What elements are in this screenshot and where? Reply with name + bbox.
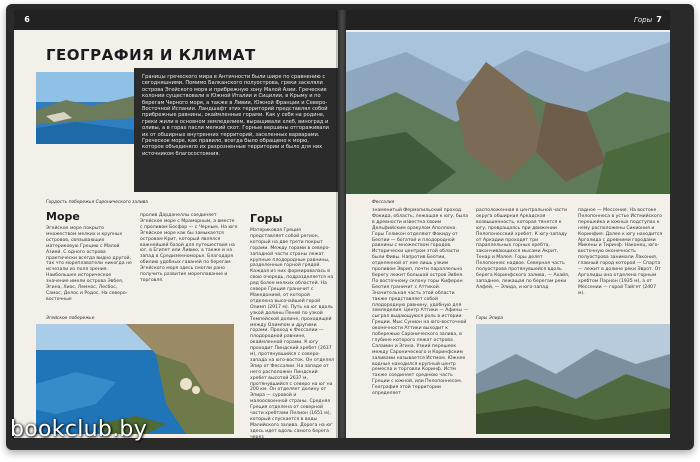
mountains-column: Материковая Греция представляет собой регион, который на две трети покрыт горами. Между горами в северо-западной части страны лежат крупные плодородные равнины, разделенные горной грядой. Каждая из них формировалась в свою очередь, подразделяется на ряд более мелких областей. На севере Греция граничит с Македонией, от которой отделена высочайшей горой Олимп (2917 м). Путь на юг вдоль узкой долины Пеней по узкой Темпейской долине, проходящей между Олимпом и другими горами. Проход к Фессалии — плодородной равнине, окаймленной горами. К югу проходит Пиндский хребет (2637 м), протянувшийся с северо-запада на юго-восток. Он отделял Эпир от Фессалии. На западе от него расположен Пиндский хребет высотой 2637 м, протянувшийся с северо на юг на 200 км. Он отделяет долину от Эпира — суровой и малоосвоенной страны. Средняя Греция отделена от северной части хребтами Пелион (1651 м), который спускается в воды Малийского залива. Дорога на юг здесь идет вдоль самого берега через [250, 228, 334, 440]
photo-coast-top [36, 72, 134, 144]
right-page-number: 7 [656, 15, 662, 24]
thessaly-column-2: расположенная в центральной части округа обширная Аркадская возвышенность, которая тянется к югу, превращаясь при движении Пелопонесский хребет. К югу-западу от Аркадии проходят три параллельных горных хребта, заканчивающихся мысами Акрит, Тенар и Малея. Горы делят Пелопоннес надвое. Северная часть полуострова протянувшейся вдоль берега Коринфского залива, — Ахайя, западнее, лежащая по берегам реки Алфей, — Элида, и юго-запад [476, 208, 570, 290]
caption-thessaly: Фессалия [372, 200, 395, 205]
thessaly-column-1: знаменитый Фермопильский проход. Фокида, область, лежащая к югу, была в древности известна своим Дельфийским оракулом Аполлона. Горы Геликон отделяют Фокиду от Беотии — богатой и плодородной равнины с множеством городов. Исторически центром этой области были Фивы. Напротив Беотии, отделенной от нее лишь узким проливом Эврип, почти параллельно берегу лежит большой остров Эвбея. По восточному склону горы Киферон Беотия граничит с Аттикой. Значительная часть этой области также представляет собой плодородную равнину, удобную для земледелия. Центр Аттики — Афины — сыграл выдающуюся роль в истории Греции. Мыс Сунион на юго-восточной оконечности Аттики выходит к побережью Саронического залива, в глубине которого лежат острова Саламин и Эгина. Узкий перешеек между Саронического и Коринфским заливами называется Истмом. Южнее водные находился крупный центр ремесла и торговли Коринф. Истм также соединяет среднюю часть Греции с южной, или Пелопоннесом. География этой территории определяет [372, 208, 469, 397]
left-page-number: 6 [24, 15, 30, 24]
right-page [346, 10, 670, 438]
caption-top: Гордость побережья Саронического залива [46, 200, 148, 205]
sea-column-1: Эгейское море покрыто множеством мелких и крупных островов, связывающих материковую Грецию с Малой Азией. С одного острова практически всегда видно другой, так что мореплаватели никогда не исчезали из поля зрения. Наибольшее историческое значение имели острова Эвбея, Эгина, Хиос, Лемнос, Лесбос, Самос, Делос и Родос. На северо-восточные [46, 226, 132, 302]
right-page-header-bar [346, 10, 670, 30]
left-page [14, 10, 338, 438]
watermark-logo: bookclub.by [10, 417, 148, 442]
intro-text: Границы греческого мира в Античности были шире по сравнению с сегодняшними. Помимо Балканского полуострова, греки заселяли острова Эгейского моря и прибрежную зону Малой Азии. Греческие колонии существовали в Южной Италии и Сицилии, в Крыму и по берегам Черного моря, а также в Ливии, Южной Франции и Северо-Восточной Испании. Ландшафт этих территорий представлял собой прибрежные равнины, окаймленные горами. Как у себя на родине, греки жили в основном земледелием, выращивали хлеб, виноград и оливы, а в горах пасли мелкий скот. Горные вершины отгораживали их от обширных внутренних территорий, заселенных варварами. Греческое море, как правило, всегда было обращено к морю, которое объединяло их разрозненные территории и было для них источником благосостояния. [142, 74, 329, 157]
section-title-mountains: Горы [250, 212, 283, 225]
sea-column-2: пролив Дарданеллы соединяет Эгейское море с Мраморным, а вместе с проливом Босфор — с Черным. На юге Эгейское море как бы замыкается островом Крит, который являлся важнейшей базой для путешествия на юг, в Египет или Ливию, а также и на запад в Средиземноморье. Благодаря обилию удобных гаваней по берегам Эгейского моря здесь смогли рано получить развитие мореплавание и торговля. [140, 213, 238, 283]
chapter-title: ГЕОГРАФИЯ И КЛИМАТ [46, 46, 256, 64]
caption-epirus: Горы Эпира [476, 316, 504, 321]
left-page-header-bar [14, 10, 338, 30]
photo-mountains-top [346, 32, 670, 194]
peloponnese-column: падное — Мессения. На востоке Пелопоннеса в устье Истмийского перешейка и южных подступах к нему расположены Сикиония и Коринфия. Далее к югу находится Арголида с древними городами Микены и Тиринф. Наконец, юго-восточную оконечность полуострова занимали Лакония, главный город которой — Спарта — лежит в долине реки Эврот. От Арголиды она отделена горным хребтом Парнон (1935 м), а от Мессении — горой Тайгет (2407 м). [578, 208, 663, 296]
section-title-sea: Море [46, 210, 80, 223]
running-head: Горы [634, 16, 653, 24]
photo-epirus [476, 324, 670, 434]
caption-bottom-left: Эгейское побережье [46, 316, 95, 321]
